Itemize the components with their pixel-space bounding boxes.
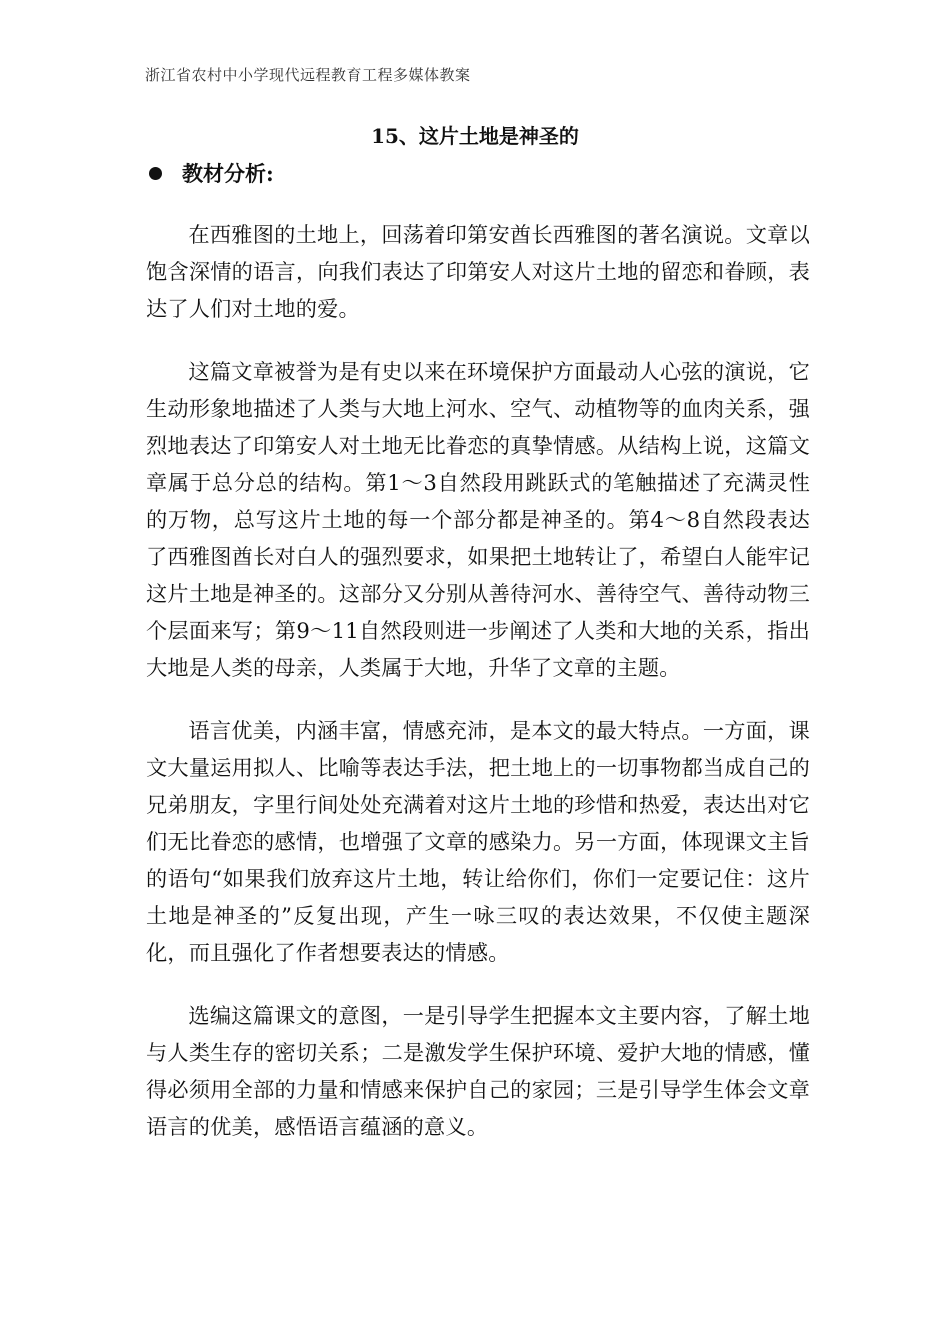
paragraph: 这篇文章被誉为是有史以来在环境保护方面最动人心弦的演说，它生动形象地描述了人类与大地上河水、空气、动植物等的血肉关系，强烈地表达了印第安人对土地无比眷恋的真挚情感。从结构上说，这篇文章属于总分总的结构。第1～3自然段用跳跃式的笔触描述了充满灵性的万物，总写这片土地的每一个部分都是神圣的。第4～8自然段表达了西雅图酋长对白人的强烈要求，如果把土地转让了，希望白人能牢记这片土地是神圣的。这部分又分别从善待河水、善待空气、善待动物三个层面来写；第9～11自然段则进一步阐述了人类和大地的关系，指出大地是人类的母亲，人类属于大地，升华了文章的主题。 — [146, 359, 810, 680]
section-heading — [146, 158, 274, 188]
document-body — [146, 216, 810, 1171]
paragraph: 语言优美，内涵丰富，情感充沛，是本文的最大特点。一方面，课文大量运用拟人、比喻等表达手法，把土地上的一切事物都当成自己的兄弟朋友，字里行间处处充满着对这片土地的珍惜和热爱，表达出对它们无比眷恋的感情，也增强了文章的感染力。另一方面，体现课文主旨的语句“如果我们放弃这片土地，转让给你们，你们一定要记住：这片土地是神圣的”反复出现，产生一咏三叹的表达效果，不仅使主题深化，而且强化了作者想要表达的情感。 — [146, 718, 810, 965]
document-title: 15、这片土地是神圣的 — [371, 124, 579, 148]
page-header: 浙江省农村中小学现代远程教育工程多媒体教案 — [145, 66, 471, 84]
section-heading-label: 教材分析: — [182, 161, 274, 186]
bullet-icon — [149, 167, 162, 180]
paragraph: 选编这篇课文的意图，一是引导学生把握本文主要内容，了解土地与人类生存的密切关系；二是激发学生保护环境、爱护大地的情感，懂得必须用全部的力量和情感来保护自己的家园；三是引导学生体会文章语言的优美，感悟语言蕴涵的意义。 — [146, 1003, 810, 1139]
paragraph: 在西雅图的土地上，回荡着印第安酋长西雅图的著名演说。文章以饱含深情的语言，向我们表达了印第安人对这片土地的留恋和眷顾，表达了人们对土地的爱。 — [146, 222, 810, 321]
